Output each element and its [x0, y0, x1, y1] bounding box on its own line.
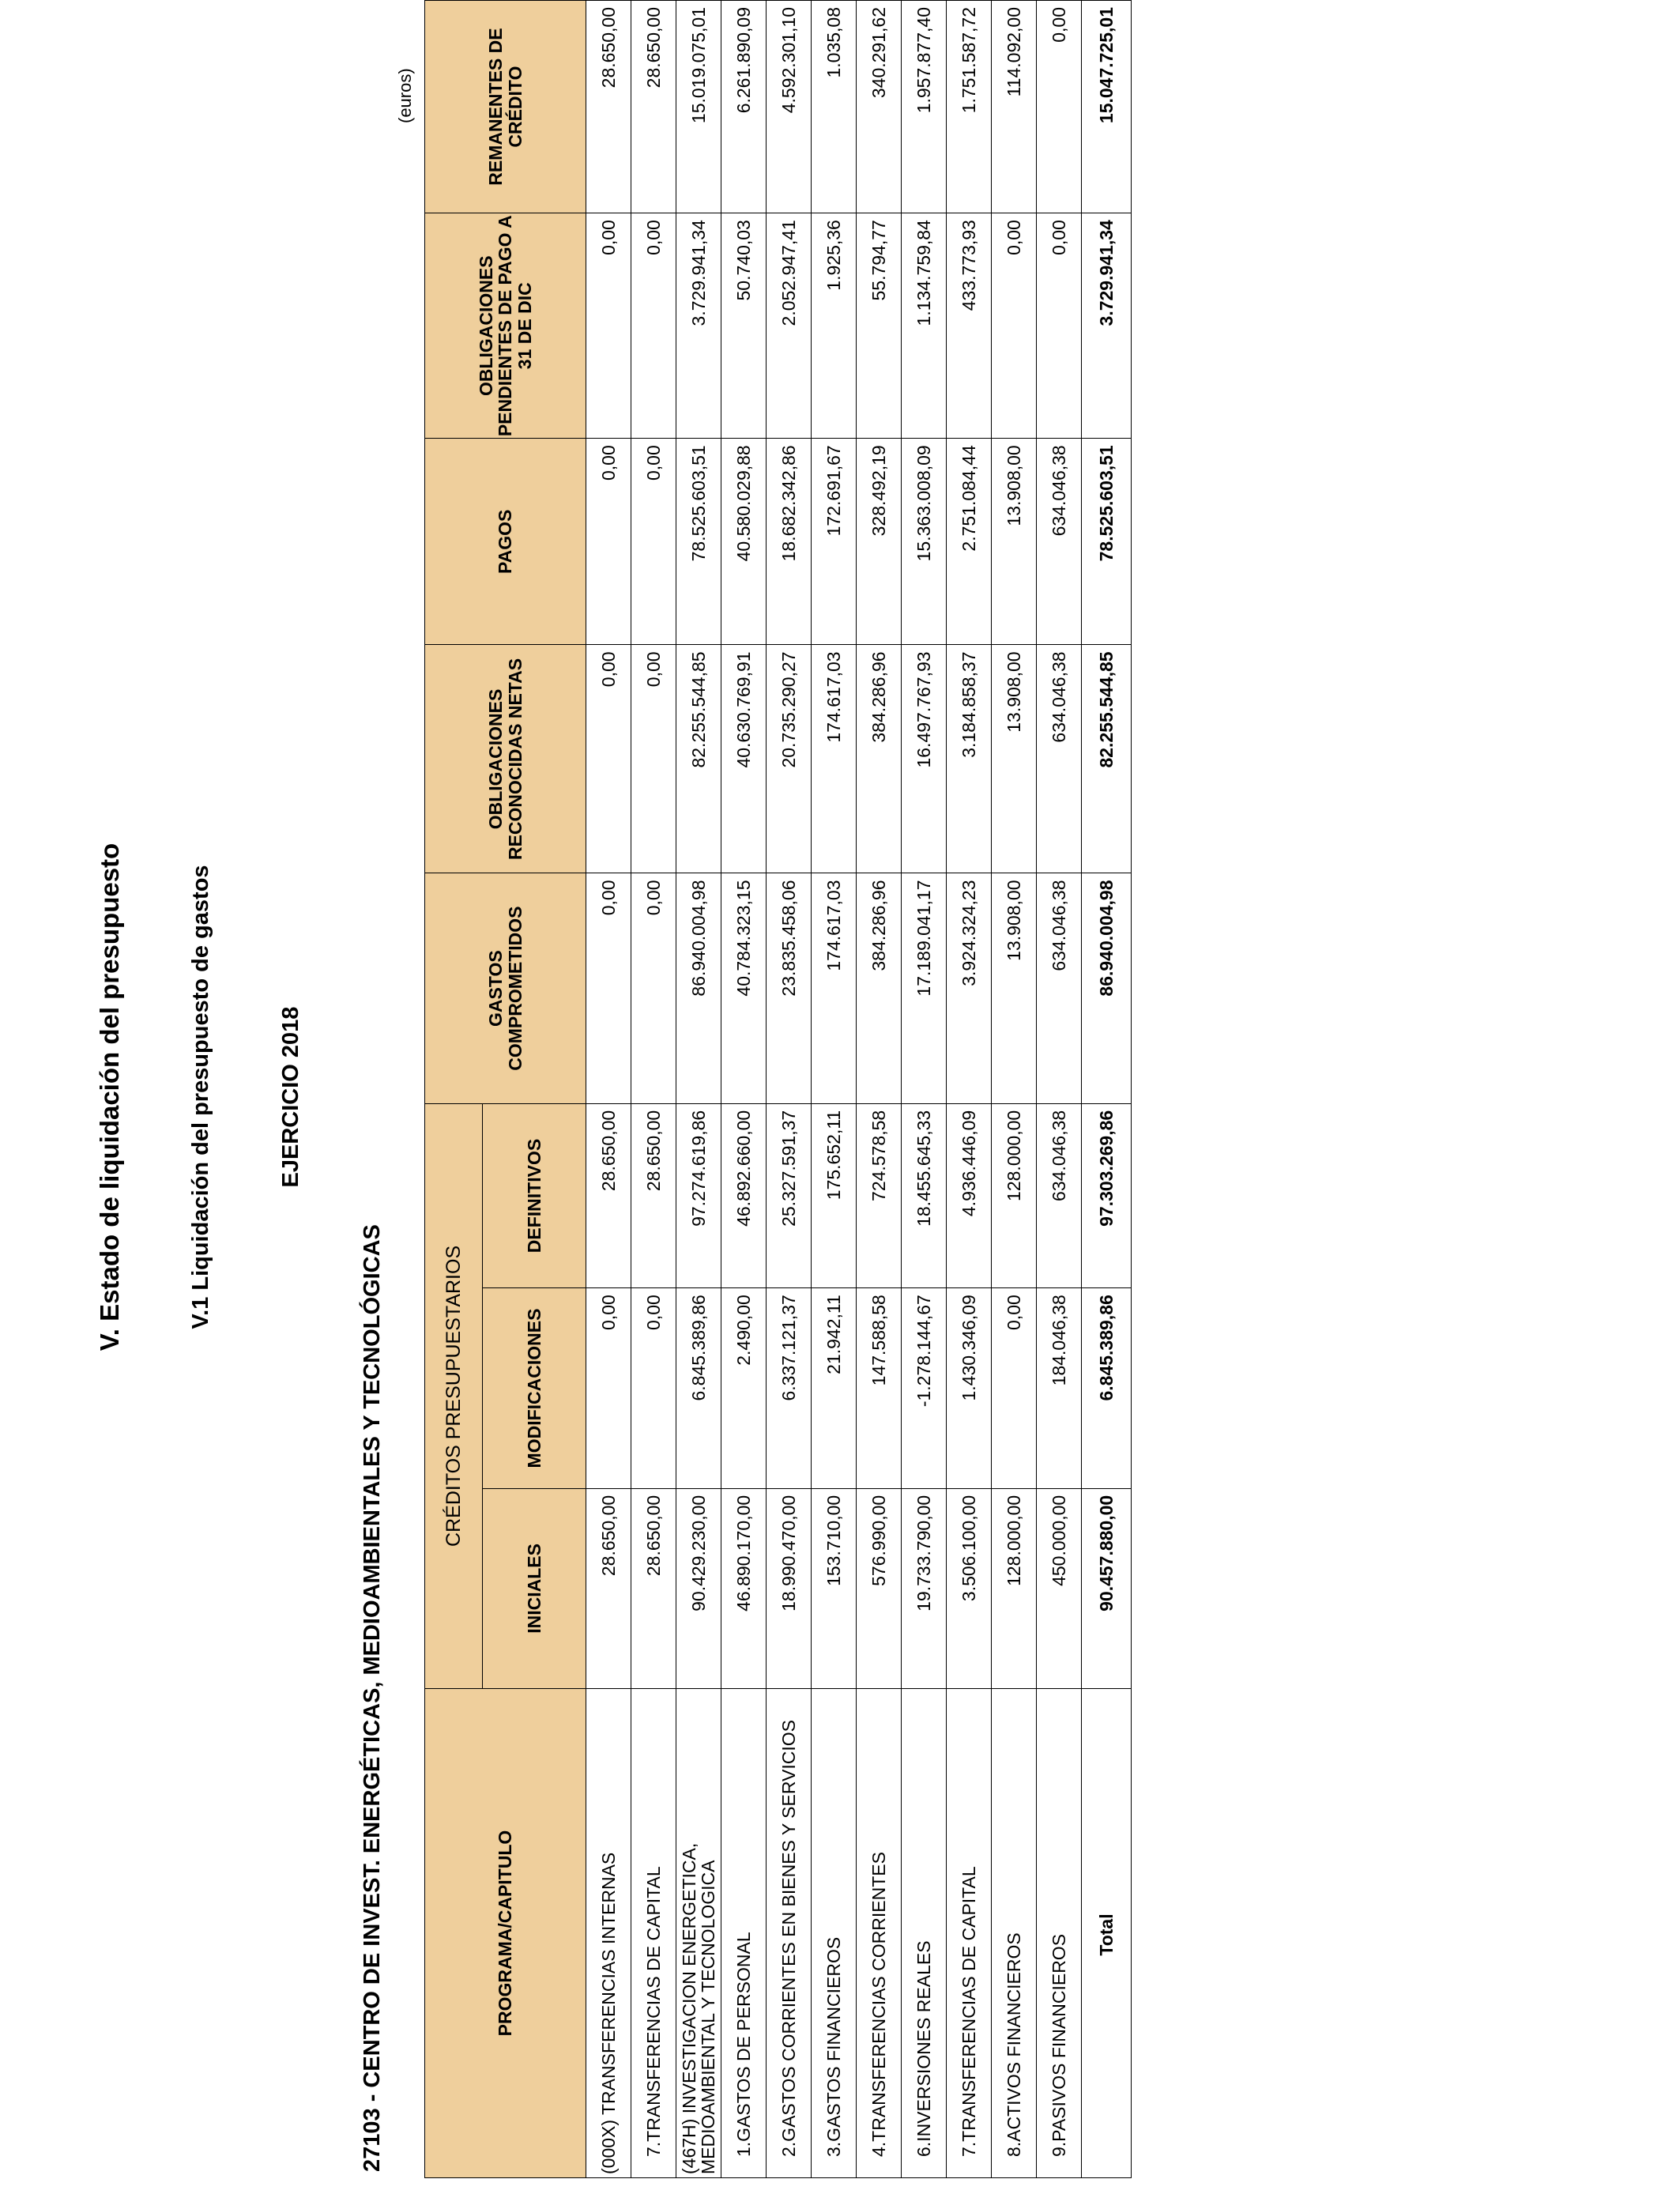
row-value: 18.990.470,00 [767, 1488, 812, 1688]
row-label: 1.GASTOS DE PERSONAL [721, 1689, 767, 2178]
header-modificaciones: MODIFICACIONES [483, 1288, 586, 1489]
total-label: Total [1082, 1689, 1132, 2178]
total-row [1082, 1, 1132, 2178]
row-value: 3.184.858,37 [947, 645, 992, 873]
budget-table [424, 0, 1132, 2178]
row-value: 90.429.230,00 [676, 1488, 721, 1688]
row-label: 8.ACTIVOS FINANCIEROS [992, 1689, 1037, 2178]
row-value: 3.729.941,34 [676, 213, 721, 439]
row-value: 0,00 [586, 645, 631, 873]
row-value: 0,00 [631, 873, 676, 1103]
table-row [586, 1, 631, 2178]
total-value: 78.525.603,51 [1082, 439, 1132, 645]
table-row [857, 1, 902, 2178]
header-creditos: CRÉDITOS PRESUPUESTARIOS [425, 1103, 483, 1688]
row-value: 28.650,00 [586, 1488, 631, 1688]
header-definitivos: DEFINITIVOS [483, 1103, 586, 1287]
row-value: 0,00 [631, 1288, 676, 1489]
row-value: 6.845.389,86 [676, 1288, 721, 1489]
row-value: 20.735.290,27 [767, 645, 812, 873]
row-value: 16.497.767,93 [902, 645, 947, 873]
row-value: 634.046,38 [1037, 873, 1082, 1103]
row-value: 0,00 [1037, 1, 1082, 213]
row-label: 6.INVERSIONES REALES [902, 1689, 947, 2178]
row-value: 174.617,03 [812, 645, 857, 873]
row-value: 2.490,00 [721, 1288, 767, 1489]
document-title: V. Estado de liquidación del presupuesto [95, 843, 124, 1351]
header-obligaciones: OBLIGACIONES RECONOCIDAS NETAS [425, 645, 586, 873]
total-value: 90.457.880,00 [1082, 1488, 1132, 1688]
row-value: 384.286,96 [857, 873, 902, 1103]
row-value: 450.000,00 [1037, 1488, 1082, 1688]
row-value: 97.274.619,86 [676, 1103, 721, 1287]
row-value: 174.617,03 [812, 873, 857, 1103]
row-value: 340.291,62 [857, 1, 902, 213]
row-value: 15.363.008,09 [902, 439, 947, 645]
row-value: 2.052.947,41 [767, 213, 812, 439]
row-value: 634.046,38 [1037, 439, 1082, 645]
row-value: 0,00 [586, 1288, 631, 1489]
row-label: 4.TRANSFERENCIAS CORRIENTES [857, 1689, 902, 2178]
row-value: 82.255.544,85 [676, 645, 721, 873]
row-value: 0,00 [586, 873, 631, 1103]
table-row [676, 1, 721, 2178]
header-iniciales: INICIALES [483, 1488, 586, 1688]
row-value: 384.286,96 [857, 645, 902, 873]
table-row [902, 1, 947, 2178]
fiscal-year: EJERCICIO 2018 [278, 1006, 303, 1188]
row-label: 7.TRANSFERENCIAS DE CAPITAL [631, 1689, 676, 2178]
row-value: 46.892.660,00 [721, 1103, 767, 1287]
table-row [721, 1, 767, 2178]
row-value: 40.580.029,88 [721, 439, 767, 645]
document-subtitle: V.1 Liquidación del presupuesto de gastos [188, 865, 213, 1329]
row-value: 0,00 [631, 439, 676, 645]
row-value: 1.035,08 [812, 1, 857, 213]
row-value: 172.691,67 [812, 439, 857, 645]
row-value: 18.455.645,33 [902, 1103, 947, 1287]
row-value: 19.733.790,00 [902, 1488, 947, 1688]
entity-name: 27103 - CENTRO DE INVEST. ENERGÉTICAS, MEDIOAMBIENTALES Y TECNOLÓGICAS [360, 1224, 385, 2172]
row-value: 15.019.075,01 [676, 1, 721, 213]
row-value: 78.525.603,51 [676, 439, 721, 645]
row-value: 4.592.301,10 [767, 1, 812, 213]
row-value: 1.925,36 [812, 213, 857, 439]
row-value: 6.337.121,37 [767, 1288, 812, 1489]
row-value: 147.588,58 [857, 1288, 902, 1489]
row-label: 2.GASTOS CORRIENTES EN BIENES Y SERVICIOS [767, 1689, 812, 2178]
table-row [1037, 1, 1082, 2178]
row-value: 114.092,00 [992, 1, 1037, 213]
row-label: 3.GASTOS FINANCIEROS [812, 1689, 857, 2178]
table-row [812, 1, 857, 2178]
row-label: 7.TRANSFERENCIAS DE CAPITAL [947, 1689, 992, 2178]
row-value: 86.940.004,98 [676, 873, 721, 1103]
row-value: 50.740,03 [721, 213, 767, 439]
row-value: 0,00 [631, 645, 676, 873]
total-value: 86.940.004,98 [1082, 873, 1132, 1103]
row-value: 28.650,00 [586, 1, 631, 213]
row-value: 18.682.342,86 [767, 439, 812, 645]
row-value: 0,00 [631, 213, 676, 439]
table-body [586, 1, 1132, 2178]
total-value: 3.729.941,34 [1082, 213, 1132, 439]
table-row [992, 1, 1037, 2178]
row-label: (467H) INVESTIGACION ENERGETICA, MEDIOAMBIENTAL Y TECNOLOGICA [676, 1689, 721, 2178]
header-pendientes: OBLIGACIONES PENDIENTES DE PAGO A 31 DE DIC [425, 213, 586, 439]
row-value: 128.000,00 [992, 1488, 1037, 1688]
row-value: 21.942,11 [812, 1288, 857, 1489]
row-value: 0,00 [586, 213, 631, 439]
row-value: 28.650,00 [631, 1488, 676, 1688]
total-value: 6.845.389,86 [1082, 1288, 1132, 1489]
row-value: 576.990,00 [857, 1488, 902, 1688]
row-value: 28.650,00 [631, 1, 676, 213]
table-row [631, 1, 676, 2178]
row-value: 0,00 [992, 213, 1037, 439]
row-value: 724.578,58 [857, 1103, 902, 1287]
table-row [947, 1, 992, 2178]
row-value: 17.189.041,17 [902, 873, 947, 1103]
row-value: 128.000,00 [992, 1103, 1037, 1287]
header-remanentes: REMANENTES DE CRÉDITO [425, 1, 586, 213]
row-value: 6.261.890,09 [721, 1, 767, 213]
row-value: 328.492,19 [857, 439, 902, 645]
row-value: 0,00 [586, 439, 631, 645]
row-value: 46.890.170,00 [721, 1488, 767, 1688]
row-value: 0,00 [1037, 213, 1082, 439]
table-row [767, 1, 812, 2178]
row-value: 55.794,77 [857, 213, 902, 439]
header-programa: PROGRAMA/CAPITULO [425, 1689, 586, 2178]
row-value: -1.278.144,67 [902, 1288, 947, 1489]
row-value: 28.650,00 [586, 1103, 631, 1287]
row-value: 634.046,38 [1037, 1103, 1082, 1287]
row-value: 4.936.446,09 [947, 1103, 992, 1287]
row-value: 1.134.759,84 [902, 213, 947, 439]
header-gastos: GASTOS COMPROMETIDOS [425, 873, 586, 1103]
row-value: 175.652,11 [812, 1103, 857, 1287]
row-value: 634.046,38 [1037, 645, 1082, 873]
row-value: 13.908,00 [992, 439, 1037, 645]
row-value: 1.751.587,72 [947, 1, 992, 213]
header-pagos: PAGOS [425, 439, 586, 645]
row-value: 40.784.323,15 [721, 873, 767, 1103]
row-value: 2.751.084,44 [947, 439, 992, 645]
row-value: 0,00 [992, 1288, 1037, 1489]
row-value: 28.650,00 [631, 1103, 676, 1287]
row-value: 184.046,38 [1037, 1288, 1082, 1489]
row-value: 13.908,00 [992, 645, 1037, 873]
row-value: 153.710,00 [812, 1488, 857, 1688]
total-value: 97.303.269,86 [1082, 1103, 1132, 1287]
row-value: 1.430.346,09 [947, 1288, 992, 1489]
total-value: 82.255.544,85 [1082, 645, 1132, 873]
row-value: 1.957.877,40 [902, 1, 947, 213]
row-label: 9.PASIVOS FINANCIEROS [1037, 1689, 1082, 2178]
row-label: (000X) TRANSFERENCIAS INTERNAS [586, 1689, 631, 2178]
row-value: 3.506.100,00 [947, 1488, 992, 1688]
row-value: 13.908,00 [992, 873, 1037, 1103]
units-label: (euros) [395, 68, 415, 123]
row-value: 3.924.324,23 [947, 873, 992, 1103]
row-value: 433.773,93 [947, 213, 992, 439]
row-value: 23.835.458,06 [767, 873, 812, 1103]
row-value: 25.327.591,37 [767, 1103, 812, 1287]
row-value: 40.630.769,91 [721, 645, 767, 873]
total-value: 15.047.725,01 [1082, 1, 1132, 213]
